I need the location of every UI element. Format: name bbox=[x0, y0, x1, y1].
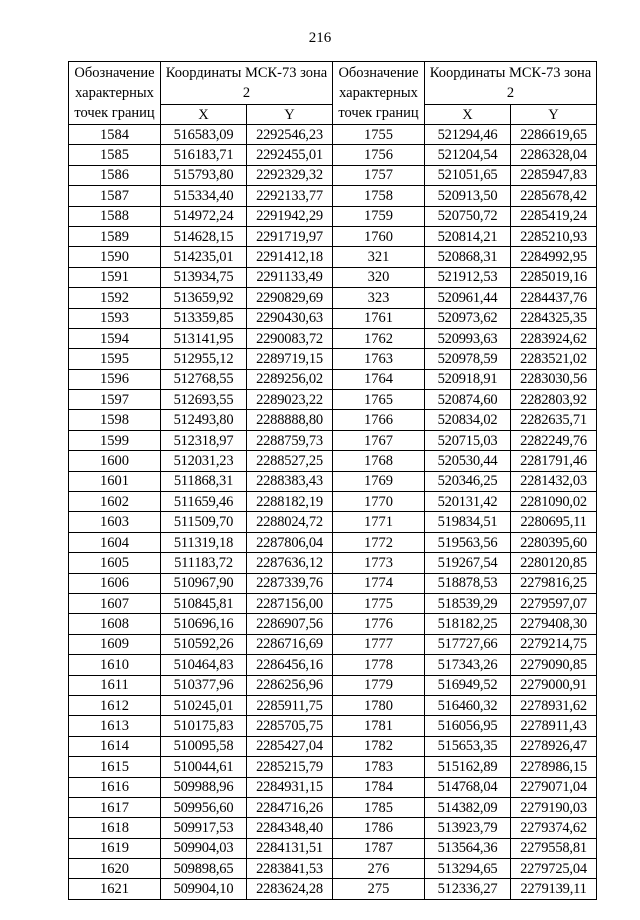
point-number: 1598 bbox=[69, 410, 161, 430]
y-value: 2287339,76 bbox=[247, 573, 333, 593]
point-number: 276 bbox=[333, 859, 425, 879]
y-value: 2279408,30 bbox=[511, 614, 597, 634]
x-value: 519563,56 bbox=[425, 532, 511, 552]
point-number: 321 bbox=[333, 247, 425, 267]
y-value: 2282249,76 bbox=[511, 430, 597, 450]
point-number: 1589 bbox=[69, 226, 161, 246]
x-value: 521294,46 bbox=[425, 125, 511, 145]
point-number: 1785 bbox=[333, 797, 425, 817]
x-value: 512031,23 bbox=[161, 451, 247, 471]
point-number: 1597 bbox=[69, 390, 161, 410]
table-row bbox=[69, 614, 597, 634]
point-number: 1614 bbox=[69, 736, 161, 756]
y-value: 2288383,43 bbox=[247, 471, 333, 491]
table-row bbox=[69, 553, 597, 573]
x-value: 515653,35 bbox=[425, 736, 511, 756]
point-number: 1594 bbox=[69, 328, 161, 348]
x-value: 521204,54 bbox=[425, 145, 511, 165]
x-value: 511319,18 bbox=[161, 532, 247, 552]
y-value: 2281090,02 bbox=[511, 492, 597, 512]
point-number: 1621 bbox=[69, 879, 161, 899]
table-row bbox=[69, 206, 597, 226]
point-number: 1778 bbox=[333, 655, 425, 675]
table-row bbox=[69, 247, 597, 267]
point-number: 1611 bbox=[69, 675, 161, 695]
x-value: 520874,60 bbox=[425, 390, 511, 410]
x-value: 511183,72 bbox=[161, 553, 247, 573]
point-number: 1603 bbox=[69, 512, 161, 532]
point-number: 1616 bbox=[69, 777, 161, 797]
y-value: 2286907,56 bbox=[247, 614, 333, 634]
x-value: 518182,25 bbox=[425, 614, 511, 634]
point-number: 1617 bbox=[69, 797, 161, 817]
y-value: 2286716,69 bbox=[247, 634, 333, 654]
x-value: 509988,96 bbox=[161, 777, 247, 797]
table-row bbox=[69, 471, 597, 491]
x-value: 512768,55 bbox=[161, 369, 247, 389]
point-number: 1609 bbox=[69, 634, 161, 654]
x-value: 512955,12 bbox=[161, 349, 247, 369]
y-value: 2285678,42 bbox=[511, 186, 597, 206]
point-number: 320 bbox=[333, 267, 425, 287]
point-number: 1606 bbox=[69, 573, 161, 593]
y-value: 2287636,12 bbox=[247, 553, 333, 573]
point-number: 1757 bbox=[333, 165, 425, 185]
y-value: 2291412,18 bbox=[247, 247, 333, 267]
x-value: 519834,51 bbox=[425, 512, 511, 532]
y-value: 2284716,26 bbox=[247, 797, 333, 817]
table-row bbox=[69, 716, 597, 736]
point-number: 1774 bbox=[333, 573, 425, 593]
x-value: 512493,80 bbox=[161, 410, 247, 430]
x-value: 510592,26 bbox=[161, 634, 247, 654]
point-number: 1585 bbox=[69, 145, 161, 165]
point-number: 1592 bbox=[69, 288, 161, 308]
y-value: 2284437,76 bbox=[511, 288, 597, 308]
y-value: 2291719,97 bbox=[247, 226, 333, 246]
y-value: 2278926,47 bbox=[511, 736, 597, 756]
x-value: 512318,97 bbox=[161, 430, 247, 450]
point-number: 1613 bbox=[69, 716, 161, 736]
point-number: 1595 bbox=[69, 349, 161, 369]
x-value: 520346,25 bbox=[425, 471, 511, 491]
table-row bbox=[69, 695, 597, 715]
point-number: 1782 bbox=[333, 736, 425, 756]
table-row bbox=[69, 736, 597, 756]
y-value: 2285019,16 bbox=[511, 267, 597, 287]
point-number: 1590 bbox=[69, 247, 161, 267]
table-row bbox=[69, 757, 597, 777]
x-value: 513923,79 bbox=[425, 818, 511, 838]
x-value: 517343,26 bbox=[425, 655, 511, 675]
x-value: 509898,65 bbox=[161, 859, 247, 879]
y-value: 2279071,04 bbox=[511, 777, 597, 797]
table-row bbox=[69, 410, 597, 430]
y-value: 2278911,43 bbox=[511, 716, 597, 736]
x-value: 509904,10 bbox=[161, 879, 247, 899]
point-number: 1601 bbox=[69, 471, 161, 491]
x-value: 518878,53 bbox=[425, 573, 511, 593]
y-value: 2279090,85 bbox=[511, 655, 597, 675]
table-row bbox=[69, 226, 597, 246]
x-value: 520913,50 bbox=[425, 186, 511, 206]
point-number: 1764 bbox=[333, 369, 425, 389]
y-value: 2284348,40 bbox=[247, 818, 333, 838]
y-value: 2279214,75 bbox=[511, 634, 597, 654]
y-value: 2278931,62 bbox=[511, 695, 597, 715]
table-row bbox=[69, 328, 597, 348]
x-value: 516183,71 bbox=[161, 145, 247, 165]
x-value: 520973,62 bbox=[425, 308, 511, 328]
y-value: 2279558,81 bbox=[511, 838, 597, 858]
x-value: 514235,01 bbox=[161, 247, 247, 267]
x-value: 520131,42 bbox=[425, 492, 511, 512]
y-value: 2292455,01 bbox=[247, 145, 333, 165]
point-number: 1770 bbox=[333, 492, 425, 512]
point-number: 1588 bbox=[69, 206, 161, 226]
table-row bbox=[69, 451, 597, 471]
y-value: 2282803,92 bbox=[511, 390, 597, 410]
point-number: 275 bbox=[333, 879, 425, 899]
y-column-header: Y bbox=[511, 105, 597, 125]
y-value: 2283924,62 bbox=[511, 328, 597, 348]
point-number: 1776 bbox=[333, 614, 425, 634]
x-value: 510044,61 bbox=[161, 757, 247, 777]
point-number: 1620 bbox=[69, 859, 161, 879]
point-number: 1787 bbox=[333, 838, 425, 858]
y-value: 2286256,96 bbox=[247, 675, 333, 695]
point-number: 1784 bbox=[333, 777, 425, 797]
table-row bbox=[69, 165, 597, 185]
point-number: 1593 bbox=[69, 308, 161, 328]
y-value: 2292329,32 bbox=[247, 165, 333, 185]
y-value: 2279139,11 bbox=[511, 879, 597, 899]
x-value: 520715,03 bbox=[425, 430, 511, 450]
y-value: 2286456,16 bbox=[247, 655, 333, 675]
x-value: 510967,90 bbox=[161, 573, 247, 593]
x-value: 518539,29 bbox=[425, 593, 511, 613]
y-value: 2285210,93 bbox=[511, 226, 597, 246]
y-value: 2282635,71 bbox=[511, 410, 597, 430]
y-value: 2285947,83 bbox=[511, 165, 597, 185]
x-value: 510377,96 bbox=[161, 675, 247, 695]
point-number: 1780 bbox=[333, 695, 425, 715]
table-row bbox=[69, 430, 597, 450]
y-value: 2291133,49 bbox=[247, 267, 333, 287]
point-number: 1768 bbox=[333, 451, 425, 471]
coordinates-group-header: Координаты МСК-73 зона 2 bbox=[161, 62, 333, 105]
point-number: 1786 bbox=[333, 818, 425, 838]
y-value: 2285419,24 bbox=[511, 206, 597, 226]
point-number: 1759 bbox=[333, 206, 425, 226]
point-number: 1771 bbox=[333, 512, 425, 532]
point-number: 1765 bbox=[333, 390, 425, 410]
y-value: 2279000,91 bbox=[511, 675, 597, 695]
x-value: 515162,89 bbox=[425, 757, 511, 777]
point-number: 1610 bbox=[69, 655, 161, 675]
point-label-header: Обозначение характерных точек границ bbox=[69, 62, 161, 125]
x-value: 510845,81 bbox=[161, 593, 247, 613]
y-value: 2286328,04 bbox=[511, 145, 597, 165]
point-number: 1600 bbox=[69, 451, 161, 471]
point-number: 1783 bbox=[333, 757, 425, 777]
y-value: 2279725,04 bbox=[511, 859, 597, 879]
point-number: 1596 bbox=[69, 369, 161, 389]
y-value: 2285427,04 bbox=[247, 736, 333, 756]
point-number: 1760 bbox=[333, 226, 425, 246]
point-number: 1591 bbox=[69, 267, 161, 287]
point-number: 1756 bbox=[333, 145, 425, 165]
point-number: 1602 bbox=[69, 492, 161, 512]
table-row bbox=[69, 125, 597, 145]
x-value: 515793,80 bbox=[161, 165, 247, 185]
x-value: 516460,32 bbox=[425, 695, 511, 715]
point-number: 1769 bbox=[333, 471, 425, 491]
x-value: 511509,70 bbox=[161, 512, 247, 532]
y-value: 2289719,15 bbox=[247, 349, 333, 369]
x-value: 513564,36 bbox=[425, 838, 511, 858]
x-value: 520978,59 bbox=[425, 349, 511, 369]
point-number: 1762 bbox=[333, 328, 425, 348]
table-row bbox=[69, 593, 597, 613]
table-row bbox=[69, 186, 597, 206]
point-number: 1608 bbox=[69, 614, 161, 634]
x-value: 516583,09 bbox=[161, 125, 247, 145]
y-value: 2278986,15 bbox=[511, 757, 597, 777]
point-number: 1618 bbox=[69, 818, 161, 838]
table-row bbox=[69, 390, 597, 410]
y-value: 2281791,46 bbox=[511, 451, 597, 471]
x-value: 513659,92 bbox=[161, 288, 247, 308]
x-value: 514972,24 bbox=[161, 206, 247, 226]
x-value: 516949,52 bbox=[425, 675, 511, 695]
x-value: 510464,83 bbox=[161, 655, 247, 675]
point-number: 1619 bbox=[69, 838, 161, 858]
point-number: 1605 bbox=[69, 553, 161, 573]
y-value: 2279190,03 bbox=[511, 797, 597, 817]
page-number: 216 bbox=[308, 30, 332, 46]
table-row bbox=[69, 777, 597, 797]
x-value: 521912,53 bbox=[425, 267, 511, 287]
x-value: 520834,02 bbox=[425, 410, 511, 430]
x-column-header: X bbox=[425, 105, 511, 125]
y-value: 2286619,65 bbox=[511, 125, 597, 145]
x-value: 513294,65 bbox=[425, 859, 511, 879]
x-value: 520993,63 bbox=[425, 328, 511, 348]
table-row bbox=[69, 655, 597, 675]
point-number: 1775 bbox=[333, 593, 425, 613]
table-row bbox=[69, 492, 597, 512]
point-number: 1758 bbox=[333, 186, 425, 206]
table-body bbox=[69, 125, 597, 900]
point-number: 1763 bbox=[333, 349, 425, 369]
y-value: 2292133,77 bbox=[247, 186, 333, 206]
y-value: 2288527,25 bbox=[247, 451, 333, 471]
x-value: 509956,60 bbox=[161, 797, 247, 817]
table-row bbox=[69, 288, 597, 308]
y-value: 2279597,07 bbox=[511, 593, 597, 613]
table-row bbox=[69, 267, 597, 287]
x-value: 513359,85 bbox=[161, 308, 247, 328]
point-number: 1777 bbox=[333, 634, 425, 654]
x-value: 519267,54 bbox=[425, 553, 511, 573]
x-value: 520868,31 bbox=[425, 247, 511, 267]
point-number: 1599 bbox=[69, 430, 161, 450]
x-value: 515334,40 bbox=[161, 186, 247, 206]
y-value: 2283624,28 bbox=[247, 879, 333, 899]
y-value: 2288024,72 bbox=[247, 512, 333, 532]
y-value: 2288888,80 bbox=[247, 410, 333, 430]
y-value: 2285215,79 bbox=[247, 757, 333, 777]
point-number: 1612 bbox=[69, 695, 161, 715]
point-number: 1584 bbox=[69, 125, 161, 145]
table-row bbox=[69, 369, 597, 389]
y-value: 2280120,85 bbox=[511, 553, 597, 573]
x-value: 511868,31 bbox=[161, 471, 247, 491]
y-value: 2279374,62 bbox=[511, 818, 597, 838]
table-row bbox=[69, 349, 597, 369]
coordinates-table bbox=[68, 61, 597, 900]
x-value: 513934,75 bbox=[161, 267, 247, 287]
x-value: 510095,58 bbox=[161, 736, 247, 756]
y-value: 2290083,72 bbox=[247, 328, 333, 348]
x-value: 510175,83 bbox=[161, 716, 247, 736]
x-value: 516056,95 bbox=[425, 716, 511, 736]
point-number: 1587 bbox=[69, 186, 161, 206]
table-row bbox=[69, 308, 597, 328]
coordinates-group-header: Координаты МСК-73 зона 2 bbox=[425, 62, 597, 105]
table-header-row bbox=[69, 62, 597, 105]
x-value: 509917,53 bbox=[161, 818, 247, 838]
x-value: 510696,16 bbox=[161, 614, 247, 634]
point-number: 1779 bbox=[333, 675, 425, 695]
y-value: 2284325,35 bbox=[511, 308, 597, 328]
x-value: 509904,03 bbox=[161, 838, 247, 858]
x-value: 520814,21 bbox=[425, 226, 511, 246]
point-number: 1615 bbox=[69, 757, 161, 777]
table-row bbox=[69, 573, 597, 593]
table-row bbox=[69, 145, 597, 165]
y-value: 2289023,22 bbox=[247, 390, 333, 410]
table-row bbox=[69, 879, 597, 899]
x-value: 521051,65 bbox=[425, 165, 511, 185]
x-value: 512693,55 bbox=[161, 390, 247, 410]
x-value: 511659,46 bbox=[161, 492, 247, 512]
table-row bbox=[69, 859, 597, 879]
point-number: 323 bbox=[333, 288, 425, 308]
point-number: 1755 bbox=[333, 125, 425, 145]
y-value: 2283521,02 bbox=[511, 349, 597, 369]
x-value: 512336,27 bbox=[425, 879, 511, 899]
x-value: 514382,09 bbox=[425, 797, 511, 817]
y-value: 2284131,51 bbox=[247, 838, 333, 858]
point-number: 1604 bbox=[69, 532, 161, 552]
y-value: 2291942,29 bbox=[247, 206, 333, 226]
x-value: 514628,15 bbox=[161, 226, 247, 246]
point-number: 1772 bbox=[333, 532, 425, 552]
x-value: 517727,66 bbox=[425, 634, 511, 654]
point-number: 1767 bbox=[333, 430, 425, 450]
y-value: 2290430,63 bbox=[247, 308, 333, 328]
y-value: 2280395,60 bbox=[511, 532, 597, 552]
x-value: 514768,04 bbox=[425, 777, 511, 797]
table-row bbox=[69, 532, 597, 552]
point-number: 1781 bbox=[333, 716, 425, 736]
table-row bbox=[69, 818, 597, 838]
y-value: 2290829,69 bbox=[247, 288, 333, 308]
y-value: 2279816,25 bbox=[511, 573, 597, 593]
x-value: 520961,44 bbox=[425, 288, 511, 308]
x-column-header: X bbox=[161, 105, 247, 125]
point-number: 1761 bbox=[333, 308, 425, 328]
point-number: 1586 bbox=[69, 165, 161, 185]
table-row bbox=[69, 838, 597, 858]
point-label-header: Обозначение характерных точек границ bbox=[333, 62, 425, 125]
y-value: 2285911,75 bbox=[247, 695, 333, 715]
x-value: 520750,72 bbox=[425, 206, 511, 226]
table-row bbox=[69, 634, 597, 654]
y-value: 2289256,02 bbox=[247, 369, 333, 389]
y-value: 2283030,56 bbox=[511, 369, 597, 389]
y-value: 2285705,75 bbox=[247, 716, 333, 736]
y-value: 2288182,19 bbox=[247, 492, 333, 512]
y-value: 2280695,11 bbox=[511, 512, 597, 532]
x-value: 520918,91 bbox=[425, 369, 511, 389]
y-value: 2284931,15 bbox=[247, 777, 333, 797]
table-row bbox=[69, 675, 597, 695]
y-value: 2287156,00 bbox=[247, 593, 333, 613]
table-row bbox=[69, 797, 597, 817]
point-number: 1773 bbox=[333, 553, 425, 573]
y-column-header: Y bbox=[247, 105, 333, 125]
x-value: 510245,01 bbox=[161, 695, 247, 715]
y-value: 2283841,53 bbox=[247, 859, 333, 879]
table-row bbox=[69, 512, 597, 532]
y-value: 2292546,23 bbox=[247, 125, 333, 145]
x-value: 520530,44 bbox=[425, 451, 511, 471]
y-value: 2284992,95 bbox=[511, 247, 597, 267]
point-number: 1607 bbox=[69, 593, 161, 613]
y-value: 2287806,04 bbox=[247, 532, 333, 552]
y-value: 2288759,73 bbox=[247, 430, 333, 450]
y-value: 2281432,03 bbox=[511, 471, 597, 491]
point-number: 1766 bbox=[333, 410, 425, 430]
x-value: 513141,95 bbox=[161, 328, 247, 348]
